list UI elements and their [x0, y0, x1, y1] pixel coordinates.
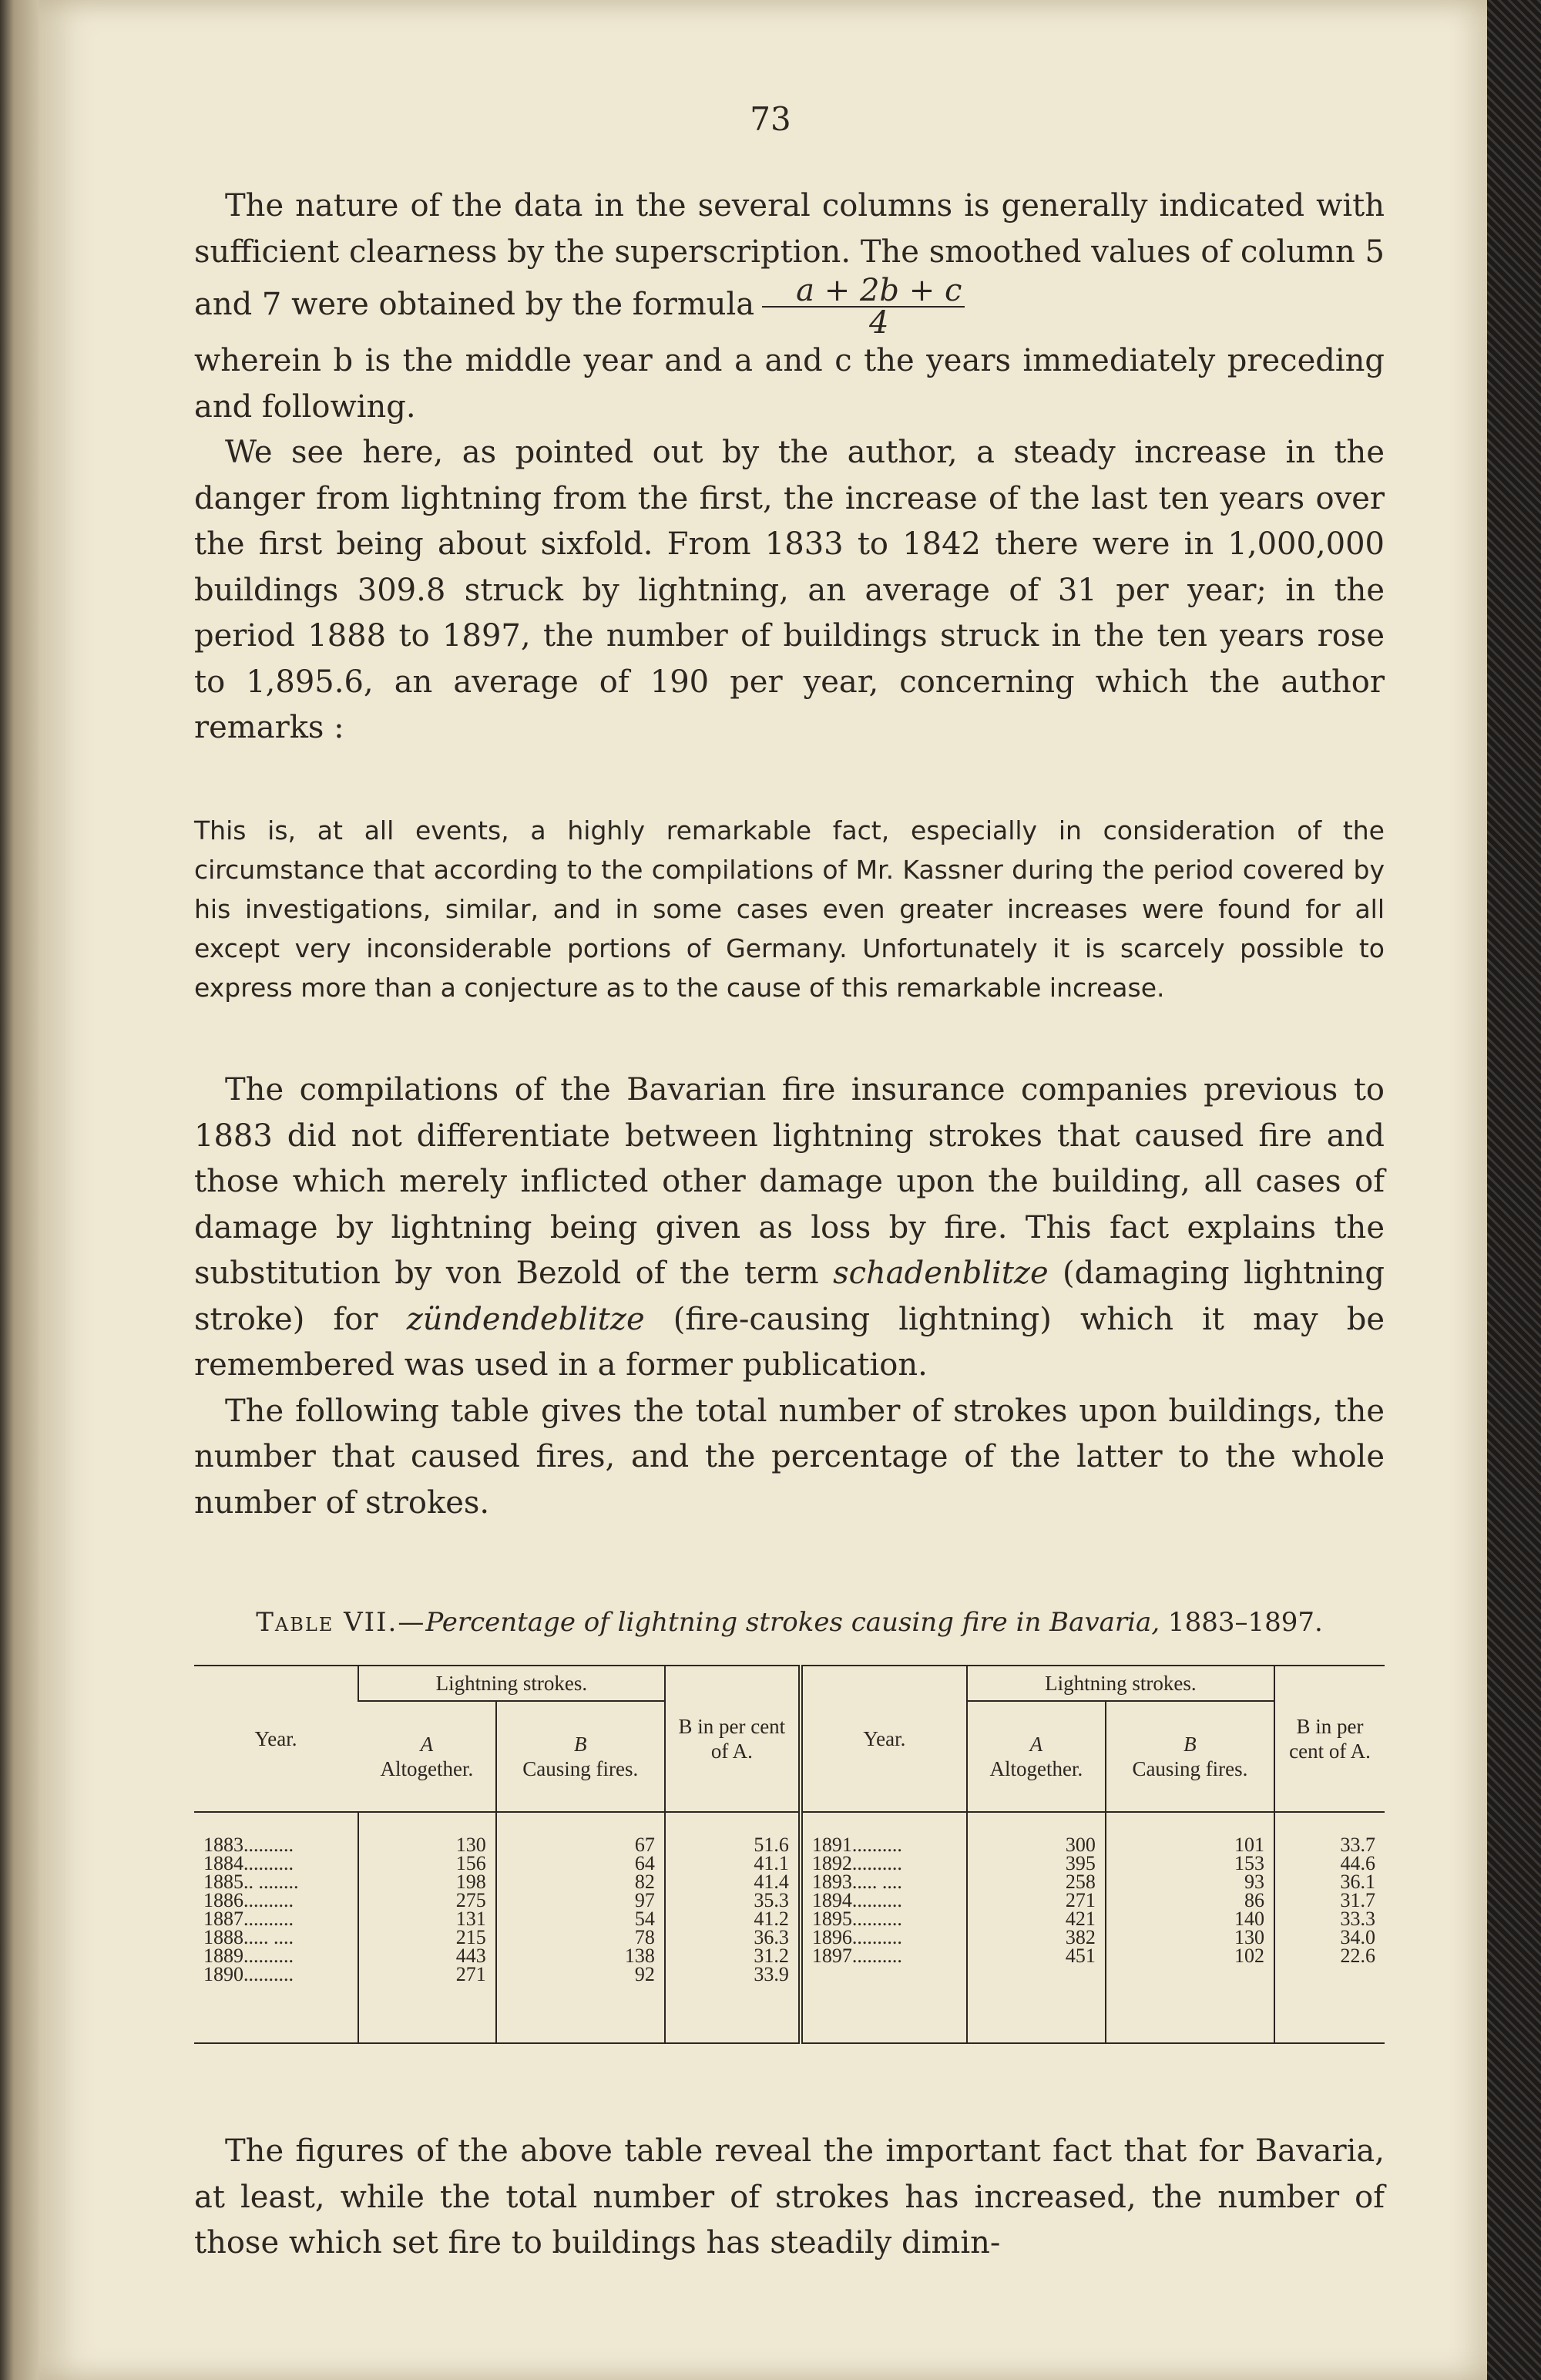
cell-years: 1894..........	[811, 1889, 902, 1911]
cell-b: 140	[1234, 1908, 1264, 1930]
header-a: A	[420, 1733, 434, 1756]
cell-pct: 33.7	[1340, 1834, 1375, 1856]
page-number: 73	[750, 100, 791, 138]
cell-years: 1892..........	[811, 1852, 902, 1874]
cell-pct: 44.6	[1340, 1852, 1375, 1874]
header-year: Year.	[254, 1727, 297, 1750]
paragraph-2: We see here, as pointed out by the author, a steady increase in the danger from lightning from the first, the increase of the last ten years over the first being about sixfold. From 1833 to 1842 there were in 1,000,000 buildings 309.8 struck by lightning, an average of 31 per year; in the period 1888 to 1897, the number of buildings struck in the ten years rose to 1,895.6, an average of 190 per year, concerning which the author remarks :	[194, 435, 1385, 745]
col-b-right	[1106, 1812, 1274, 2043]
col-b-left	[496, 1812, 665, 2043]
header-pct-2: B in per cent of A.	[1274, 1666, 1385, 1812]
cell-pct: 41.4	[754, 1871, 789, 1893]
cell-a: 271	[1065, 1889, 1096, 1911]
cell-a: 131	[455, 1908, 486, 1930]
cell-a: 451	[1065, 1945, 1096, 1967]
para3b-text: (damaging lightning stroke) for	[194, 1256, 1385, 1337]
formula-numerator: a + 2b + c	[762, 275, 965, 308]
cell-years: 1886..........	[203, 1889, 294, 1911]
cell-a: 156	[455, 1852, 486, 1874]
para1b-text: wherein b is the middle year and a and c the years immediately preceding and following.	[194, 343, 1385, 425]
cell-years: 1890..........	[203, 1963, 294, 1985]
cell-pct: 41.2	[754, 1908, 789, 1930]
para3c-text: (fire-causing lightning) which it may be remembered was used in a former publication.	[194, 1301, 1385, 1383]
header-a-sub: Altogether.	[380, 1757, 474, 1780]
header-year-2: Year.	[801, 1666, 967, 1812]
col-years-left	[194, 1812, 358, 2043]
para3a-text: The compilations of the Bavarian fire insurance companies previous to 1883 did not differentiate between lightning strokes that caused fire and those which merely inflicted other damage upon the building, all cases of damage by lightning being given as loss by fire. This fact explains the substitution by von Bezold of the term	[194, 1072, 1385, 1291]
header-b-sub-2: Causing fires.	[1132, 1757, 1248, 1780]
cell-years: 1885.. ........	[203, 1871, 299, 1893]
paragraph-3	[194, 1067, 1385, 1526]
header-b-sub: Causing fires.	[522, 1757, 639, 1780]
cell-years: 1887..........	[203, 1908, 294, 1930]
cell-a: 198	[455, 1871, 486, 1893]
term-zuendendeblitze: zündendeblitze	[406, 1301, 645, 1337]
cell-pct: 41.1	[754, 1852, 789, 1874]
cell-years: 1896..........	[811, 1926, 902, 1948]
term-schadenblitze: schadenblitze	[833, 1256, 1049, 1291]
cell-b: 78	[634, 1926, 655, 1948]
col-a-left	[358, 1812, 496, 2043]
header-lightning-2: Lightning strokes.	[967, 1666, 1274, 1701]
col-a-right	[967, 1812, 1106, 2043]
header-a-sub-2: Altogether.	[989, 1757, 1083, 1780]
cell-a: 443	[455, 1945, 486, 1967]
cell-pct: 35.3	[754, 1889, 789, 1911]
lightning-table	[194, 1665, 1385, 2044]
col-pct-right	[1274, 1812, 1385, 2043]
cell-pct: 33.3	[1340, 1908, 1375, 1930]
cell-b: 97	[634, 1889, 655, 1911]
formula	[762, 273, 965, 341]
caption-range: 1883–1897.	[1160, 1607, 1323, 1638]
cell-years: 1893..... ....	[811, 1871, 902, 1893]
caption-label: Table VII.—	[256, 1607, 426, 1638]
cell-b: 130	[1234, 1926, 1264, 1948]
paragraph-5	[194, 2129, 1385, 2267]
cell-b: 93	[1244, 1871, 1264, 1893]
cell-years: 1897..........	[811, 1945, 902, 1967]
table-caption	[194, 1607, 1385, 1638]
header-lightning: Lightning strokes.	[358, 1666, 665, 1701]
cell-b: 138	[624, 1945, 655, 1967]
cell-b: 82	[634, 1871, 655, 1893]
cell-years: 1891..........	[811, 1834, 902, 1856]
cell-pct: 31.7	[1340, 1889, 1375, 1911]
cell-b: 64	[634, 1852, 655, 1874]
cell-pct: 36.3	[754, 1926, 789, 1948]
cell-pct: 31.2	[754, 1945, 789, 1967]
cell-years: 1883..........	[203, 1834, 294, 1856]
col-pct-left	[665, 1812, 801, 2043]
paragraph-4: The following table gives the total number of strokes upon buildings, the number that caused fires, and the percentage of the latter to the whole number of strokes.	[194, 1393, 1385, 1521]
paragraph-1	[194, 183, 1385, 751]
cell-a: 130	[455, 1834, 486, 1856]
cell-b: 54	[634, 1908, 655, 1930]
cell-b: 101	[1234, 1834, 1264, 1856]
cell-a: 215	[455, 1926, 486, 1948]
cell-pct: 33.9	[754, 1963, 789, 1985]
cell-b: 86	[1244, 1889, 1264, 1911]
cell-a: 271	[455, 1963, 486, 1985]
header-pct: B in per cent of A.	[665, 1666, 801, 1812]
cell-a: 258	[1065, 1871, 1096, 1893]
quotation: This is, at all events, a highly remarkable fact, especially in consideration of the circumstance that according to the compilations of Mr. Kassner during the period covered by his investigations, similar, and in some cases even greater increases were found for all except very inconsiderable portions of Germany. Unfortunately it is scarcely possible to express more than a conjecture as to the cause of this remarkable increase.	[194, 815, 1385, 1003]
cell-a: 275	[455, 1889, 486, 1911]
cell-a: 382	[1065, 1926, 1096, 1948]
cell-pct: 51.6	[754, 1834, 789, 1856]
cell-b: 92	[634, 1963, 655, 1985]
para1-text: The nature of the data in the several columns is generally indicated with sufficient clearness by the superscription. The smoothed values of column 5 and 7 were obtained by the formula	[194, 188, 1385, 322]
cell-pct: 34.0	[1340, 1926, 1375, 1948]
cell-pct: 36.1	[1340, 1871, 1375, 1893]
cell-b: 102	[1234, 1945, 1264, 1967]
header-a-2: A	[1029, 1733, 1043, 1756]
cell-years: 1888..... ....	[203, 1926, 294, 1948]
cell-b: 67	[634, 1834, 655, 1856]
cell-a: 395	[1065, 1852, 1096, 1874]
cell-a: 421	[1065, 1908, 1096, 1930]
header-b: B	[574, 1733, 587, 1756]
cell-years: 1895..........	[811, 1908, 902, 1930]
header-b-2: B	[1183, 1733, 1197, 1756]
cell-b: 153	[1234, 1852, 1264, 1874]
para5-text: The figures of the above table reveal the important fact that for Bavaria, at least, while the total number of strokes has increased, the number of those which set fire to buildings has steadily dimin-	[194, 2133, 1385, 2261]
cell-years: 1889..........	[203, 1945, 294, 1967]
cell-pct: 22.6	[1340, 1945, 1375, 1967]
cell-years: 1884..........	[203, 1852, 294, 1874]
caption-title: Percentage of lightning strokes causing fire in Bavaria,	[425, 1607, 1160, 1638]
col-years-right	[801, 1812, 967, 2043]
cell-a: 300	[1065, 1834, 1096, 1856]
binding-edge	[1487, 0, 1541, 2380]
formula-denominator: 4	[869, 305, 889, 341]
